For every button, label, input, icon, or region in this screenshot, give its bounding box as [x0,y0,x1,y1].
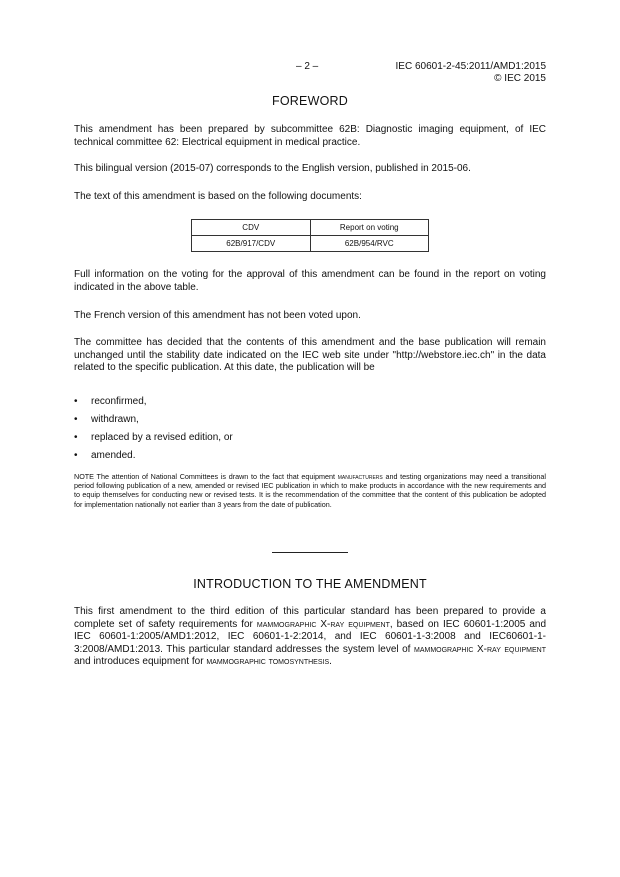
page-number: – 2 – [296,61,319,72]
bullet-icon: • [74,450,78,461]
table-row [192,236,429,252]
foreword-paragraph-2: This bilingual version (2015-07) corresponds to the English version, published in 2015-06. [74,163,471,174]
foreword-paragraph-3: The text of this amendment is based on the following documents: [74,191,362,202]
copyright-notice: © IEC 2015 [494,73,546,84]
foreword-paragraph-4: Full information on the voting for the approval of this amendment can be found in the report on voting indicated in the above table. [74,269,546,293]
table-cell-cdv: 62B/917/CDV [192,236,311,252]
bullet-list [74,395,233,467]
bullet-icon: • [74,414,78,425]
foreword-paragraph-6: The committee has decided that the contents of this amendment and the base publication will remain unchanged until the stability date indicated on the IEC web site under "http://webstore.iec.ch" in the data related to the specific publication. At this date, the publication will be [74,337,546,373]
introduction-title: INTRODUCTION TO THE AMENDMENT [193,577,427,591]
table-header-report: Report on voting [310,220,429,236]
list-item: • reconfirmed, [74,396,147,407]
defined-term: manufacturers [337,472,383,481]
voting-documents-table [191,219,429,252]
table-header-row [192,220,429,236]
list-item: • amended. [74,450,136,461]
bullet-icon: • [74,432,78,443]
table-header-cdv: CDV [192,220,311,236]
defined-term: mammographic X-ray equipment [256,618,390,630]
defined-term: mammographic tomosynthesis [206,656,330,667]
table-cell-rvc: 62B/954/RVC [310,236,429,252]
foreword-title: FOREWORD [272,94,348,108]
list-item: • withdrawn, [74,414,139,425]
foreword-paragraph-5: The French version of this amendment has not been voted upon. [74,310,361,321]
foreword-paragraph-1: This amendment has been prepared by subcommittee 62B: Diagnostic imaging equipment, of IEC technical committee 62: Electrical equipment in medical practice. [74,124,546,148]
defined-term: mammographic X-ray equipment [413,643,547,655]
section-divider [272,552,348,553]
list-item: • replaced by a revised edition, or [74,432,233,443]
introduction-paragraph: This first amendment to the third edition of this particular standard has been prepared to provide a complete set of safety requirements for mammographic X-ray equipment, based on IEC 60601-1:2005 and IEC 60601-1:2005/AMD1:2012, IEC 60601-1-2:2014, and IEC 60601-1-3:2008 and IEC60601-1-3:2008/AMD1:2013. This particular standard addresses the system level of mammographic X-ray equipment and introduces equipment for mammographic tomosynthesis. [74,606,547,667]
bullet-icon: • [74,396,78,407]
note-paragraph: NOTE The attention of National Committees is drawn to the fact that equipment manufacturers and testing organizations may need a transitional period following publication of a new, amended or revised IEC publication in which to make products in accordance with the new requirements and to equip themselves for conducting new or revised tests. It is the recommendation of the committee that the content of this publication be adopted for implementation nationally not earlier than 3 years from the date of publication. [74,472,546,509]
document-id: IEC 60601-2-45:2011/AMD1:2015 [395,61,546,72]
